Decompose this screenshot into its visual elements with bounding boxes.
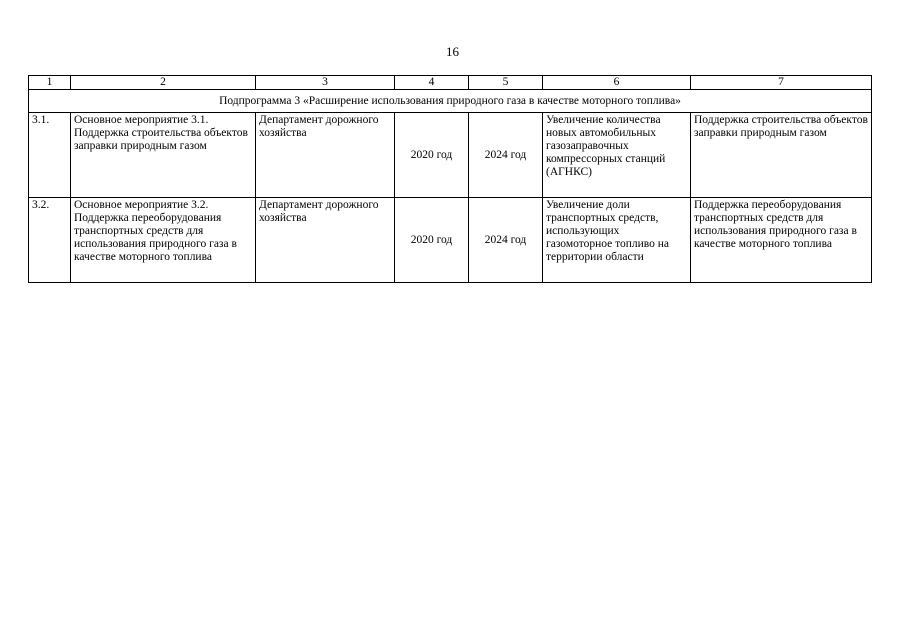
page-number: 16 <box>446 44 459 59</box>
column-header: 5 <box>469 76 543 90</box>
column-header: 1 <box>29 76 71 90</box>
column-header: 2 <box>71 76 256 90</box>
row-number: 3.2. <box>29 198 71 283</box>
executor-cell: Департамент дорожного хозяйства <box>256 113 395 198</box>
subprogram-row <box>29 90 872 113</box>
column-header: 6 <box>543 76 691 90</box>
table-row <box>29 198 872 283</box>
header-row <box>29 76 872 90</box>
event-cell: Основное мероприятие 3.1. Поддержка строительства объектов заправки природным газом <box>71 113 256 198</box>
column-header: 4 <box>395 76 469 90</box>
column-header: 3 <box>256 76 395 90</box>
event-cell: Основное мероприятие 3.2. Поддержка переоборудования транспортных средств для использования природного газа в качестве моторного топлива <box>71 198 256 283</box>
column-header: 7 <box>691 76 872 90</box>
end-year-cell: 2024 год <box>469 198 543 283</box>
start-year-cell: 2020 год <box>395 198 469 283</box>
result-cell: Увеличение доли транспортных средств, использующих газомоторное топливо на территории области <box>543 198 691 283</box>
program-table <box>28 75 872 283</box>
subprogram-title: Подпрограмма 3 «Расширение использования природного газа в качестве моторного топлива» <box>29 90 872 113</box>
result-cell: Увеличение количества новых автомобильных газозаправочных компрессорных станций (АГНКС) <box>543 113 691 198</box>
direction-cell: Поддержка строительства объектов заправки природным газом <box>691 113 872 198</box>
start-year-cell: 2020 год <box>395 113 469 198</box>
row-number: 3.1. <box>29 113 71 198</box>
table-row <box>29 113 872 198</box>
direction-cell: Поддержка переоборудования транспортных средств для использования природного газа в качестве моторного топлива <box>691 198 872 283</box>
executor-cell: Департамент дорожного хозяйства <box>256 198 395 283</box>
end-year-cell: 2024 год <box>469 113 543 198</box>
